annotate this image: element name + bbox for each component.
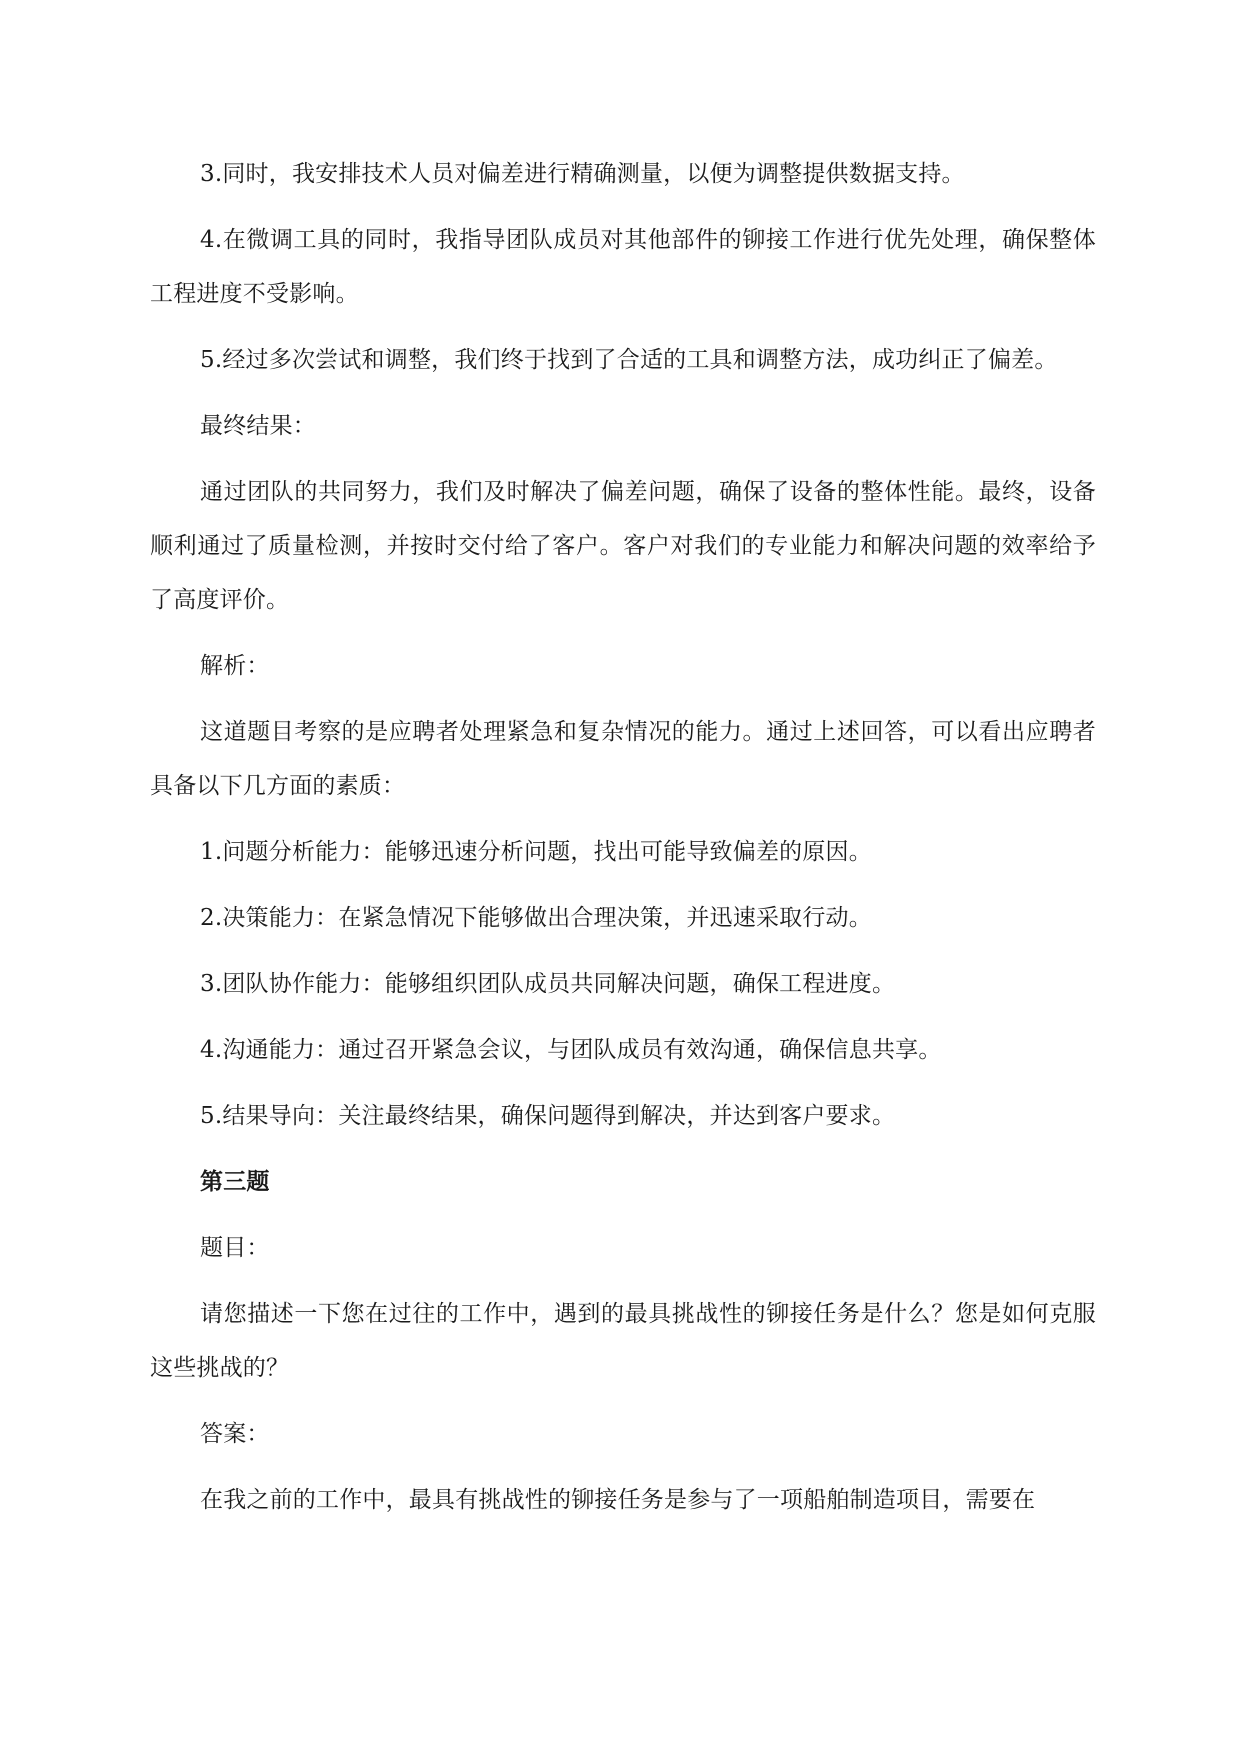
paragraph-question: 请您描述一下您在过往的工作中，遇到的最具挑战性的铆接任务是什么？您是如何克服这些挑战的？	[150, 1301, 1096, 1381]
paragraph-final-result: 通过团队的共同努力，我们及时解决了偏差问题，确保了设备的整体性能。最终，设备顺利通过了质量检测，并按时交付给了客户。客户对我们的专业能力和解决问题的效率给予了高度评价。	[150, 479, 1096, 613]
paragraph-step-4: 4.在微调工具的同时，我指导团队成员对其他部件的铆接工作进行优先处理，确保整体工程进度不受影响。	[150, 227, 1096, 307]
document-page	[150, 147, 1096, 1539]
paragraph-analysis-intro: 这道题目考察的是应聘者处理紧急和复杂情况的能力。通过上述回答，可以看出应聘者具备以下几方面的素质：	[150, 719, 1096, 799]
paragraph-quality-1: 1.问题分析能力：能够迅速分析问题，找出可能导致偏差的原因。	[200, 839, 872, 865]
paragraph-step-3: 3.同时，我安排技术人员对偏差进行精确测量，以便为调整提供数据支持。	[200, 161, 965, 187]
paragraph-quality-5: 5.结果导向：关注最终结果，确保问题得到解决，并达到客户要求。	[200, 1103, 896, 1129]
paragraph-question-label: 题目：	[200, 1235, 270, 1261]
paragraph-analysis-label: 解析：	[200, 653, 270, 679]
paragraph-answer-label: 答案：	[200, 1421, 270, 1447]
section-heading-question-3: 第三题	[200, 1168, 270, 1195]
paragraph-answer: 在我之前的工作中，最具有挑战性的铆接任务是参与了一项船舶制造项目，需要在	[200, 1487, 1036, 1513]
paragraph-quality-4: 4.沟通能力：通过召开紧急会议，与团队成员有效沟通，确保信息共享。	[200, 1037, 942, 1063]
paragraph-quality-3: 3.团队协作能力：能够组织团队成员共同解决问题，确保工程进度。	[200, 971, 896, 997]
paragraph-step-5: 5.经过多次尝试和调整，我们终于找到了合适的工具和调整方法，成功纠正了偏差。	[200, 347, 1058, 373]
paragraph-final-result-label: 最终结果：	[200, 413, 316, 439]
paragraph-quality-2: 2.决策能力：在紧急情况下能够做出合理决策，并迅速采取行动。	[200, 905, 872, 931]
